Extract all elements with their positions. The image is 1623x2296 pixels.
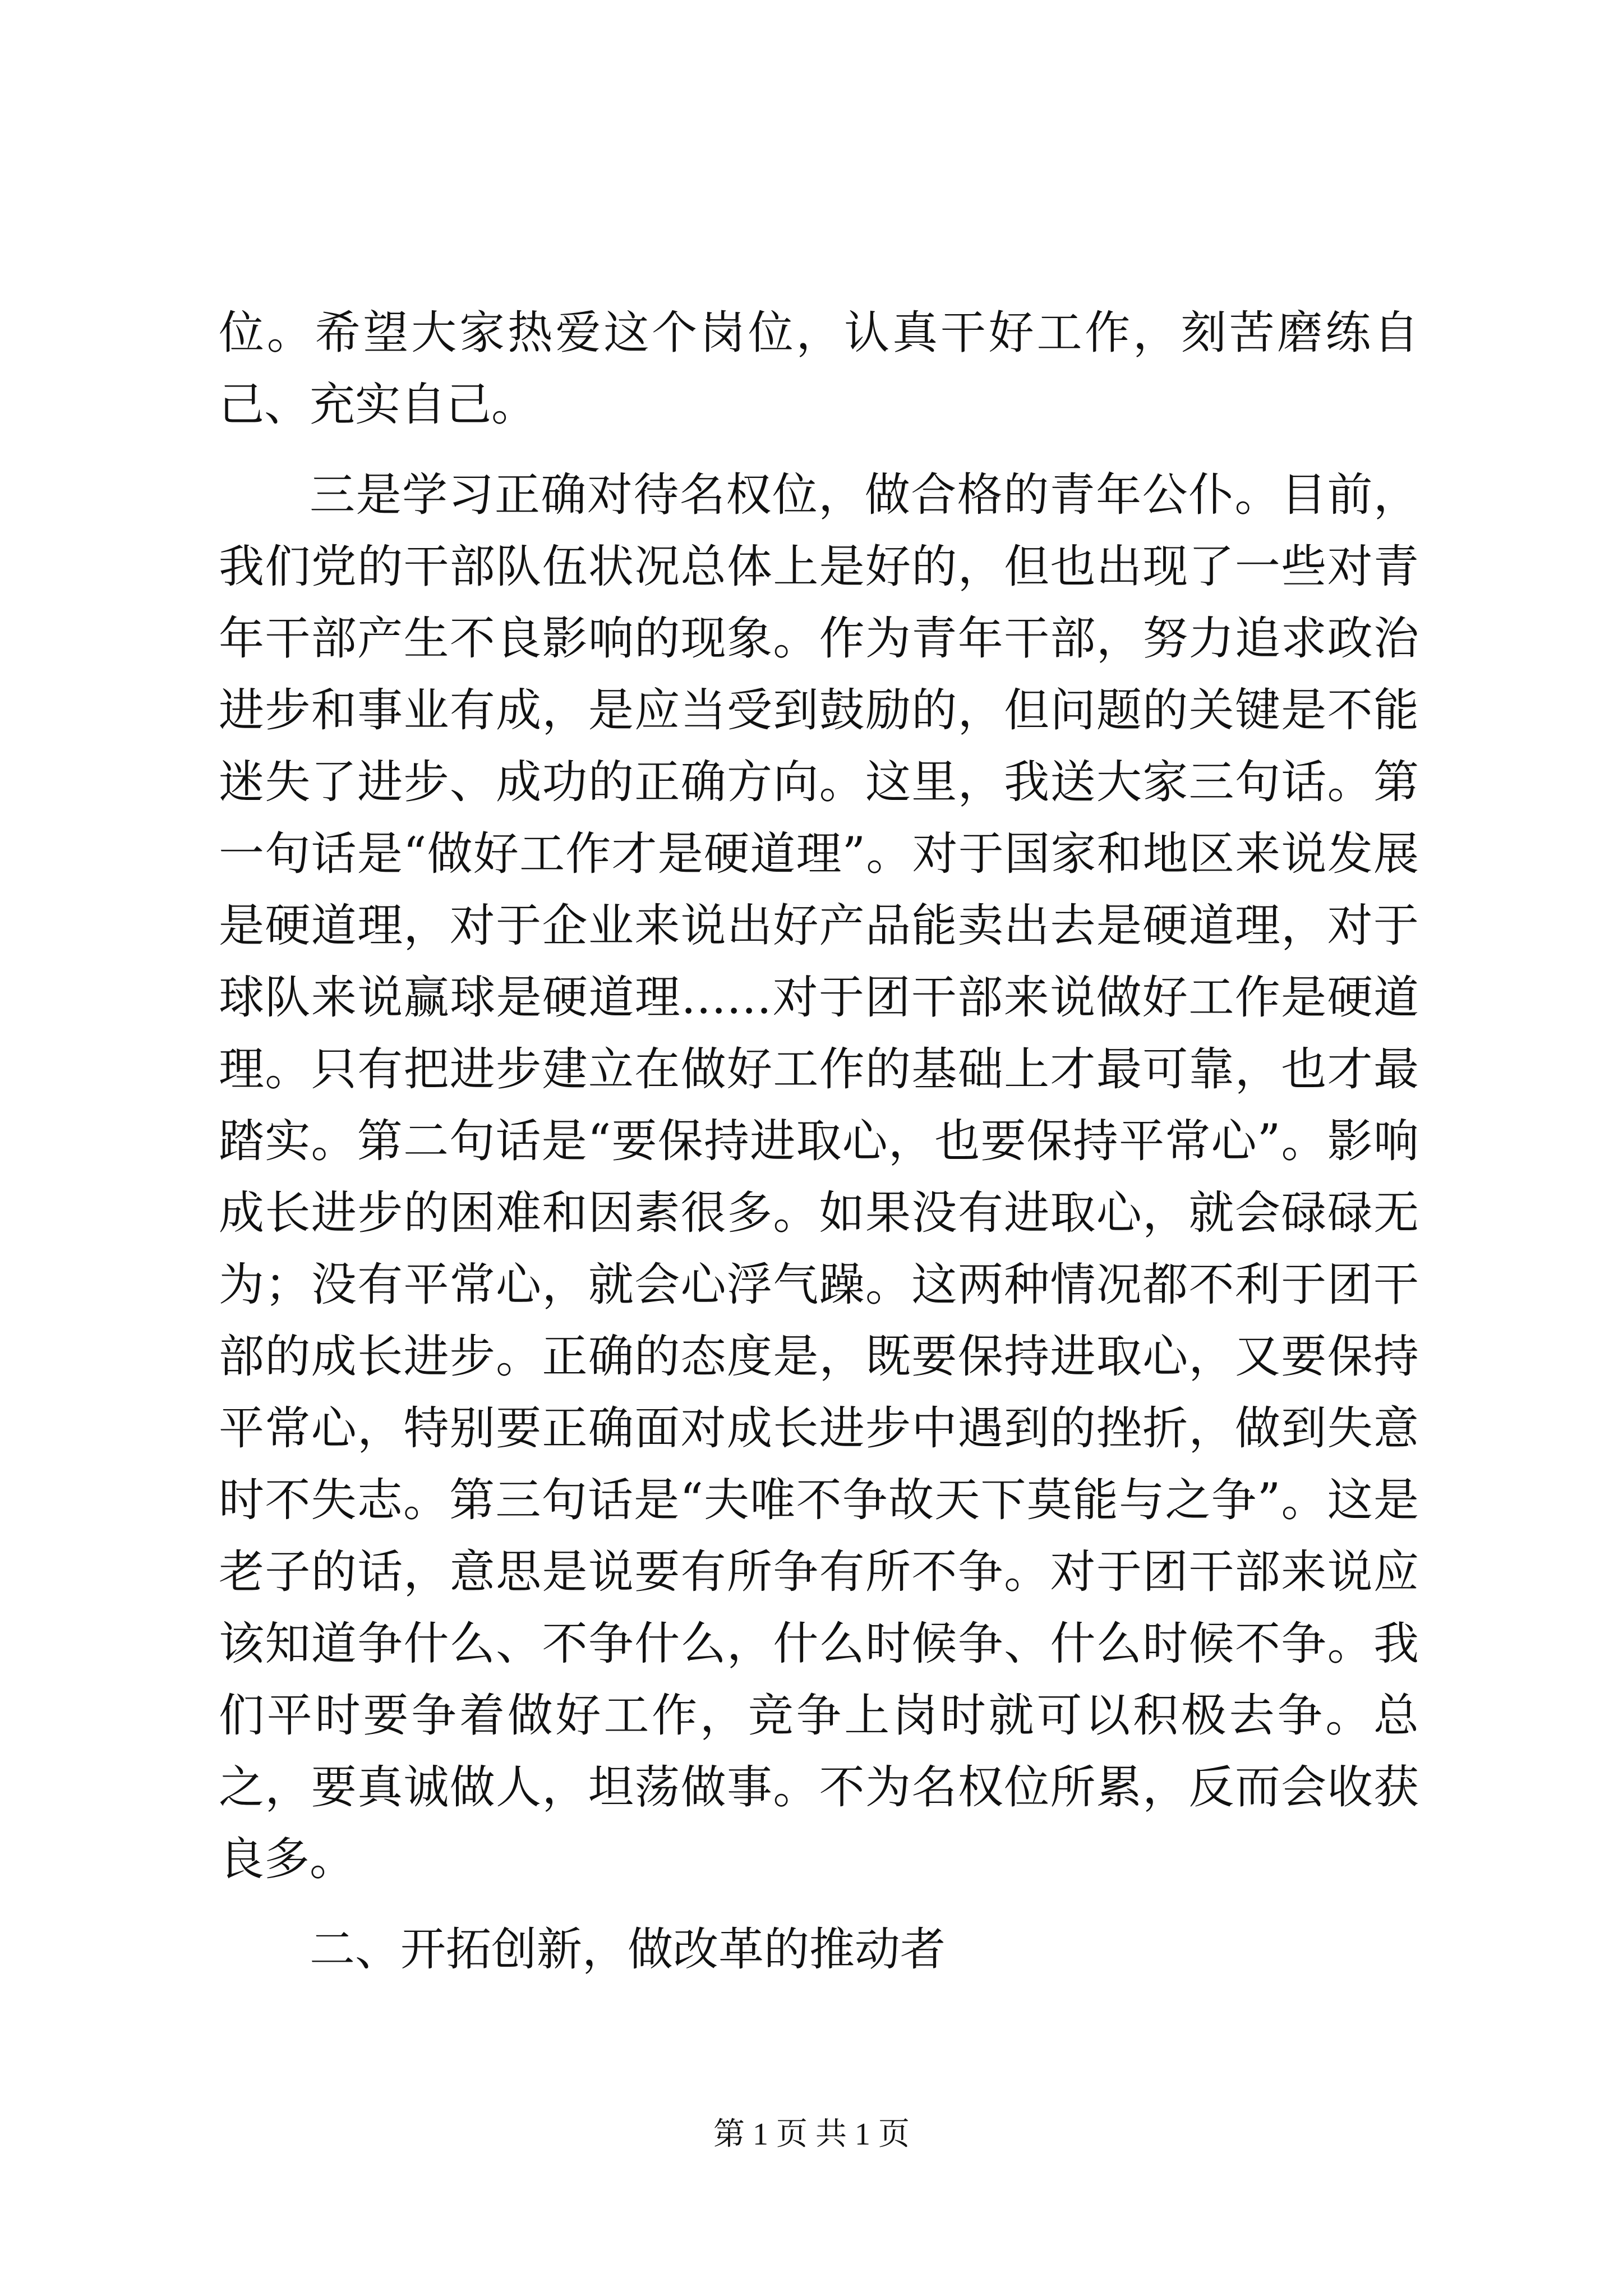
section-heading: 二、开拓创新，做改革的推动者 xyxy=(310,1924,946,1976)
page-footer: 第 1 页 共 1 页 xyxy=(713,2117,910,2152)
paragraph-continuation: 位。希望大家热爱这个岗位，认真干好工作，刻苦磨练自己、充实自己。 xyxy=(219,307,1419,431)
document-body xyxy=(219,297,1419,1986)
paragraph-point-three: 三是学习正确对待名权位，做合格的青年公仆。目前，我们党的干部队伍状况总体上是好的，但也出现了一些对青年干部产生不良影响的现象。作为青年干部，努力追求政治进步和事业有成，是应当受到鼓励的，但问题的关键是不能迷失了进步、成功的正确方向。这里，我送大家三句话。第一句话是“做好工作才是硬道理”。对于国家和地区来说发展是硬道理，对于企业来说出好产品能卖出去是硬道理，对于球队来说赢球是硬道理……对于团干部来说做好工作是硬道理。只有把进步建立在做好工作的基础上才最可靠，也才最踏实。第二句话是“要保持进取心，也要保持平常心”。影响成长进步的困难和因素很多。如果没有进取心，就会碌碌无为；没有平常心，就会心浮气躁。这两种情况都不利于团干部的成长进步。正确的态度是，既要保持进取心，又要保持平常心，特别要正确面对成长进步中遇到的挫折，做到失意时不失志。第三句话是“夫唯不争故天下莫能与之争”。这是老子的话，意思是说要有所争有所不争。对于团干部来说应该知道争什么、不争什么，什么时候争、什么时候不争。我们平时要争着做好工作，竞争上岗时就可以积极去争。总之，要真诚做人，坦荡做事。不为名权位所累，反而会收获良多。 xyxy=(219,469,1419,1886)
